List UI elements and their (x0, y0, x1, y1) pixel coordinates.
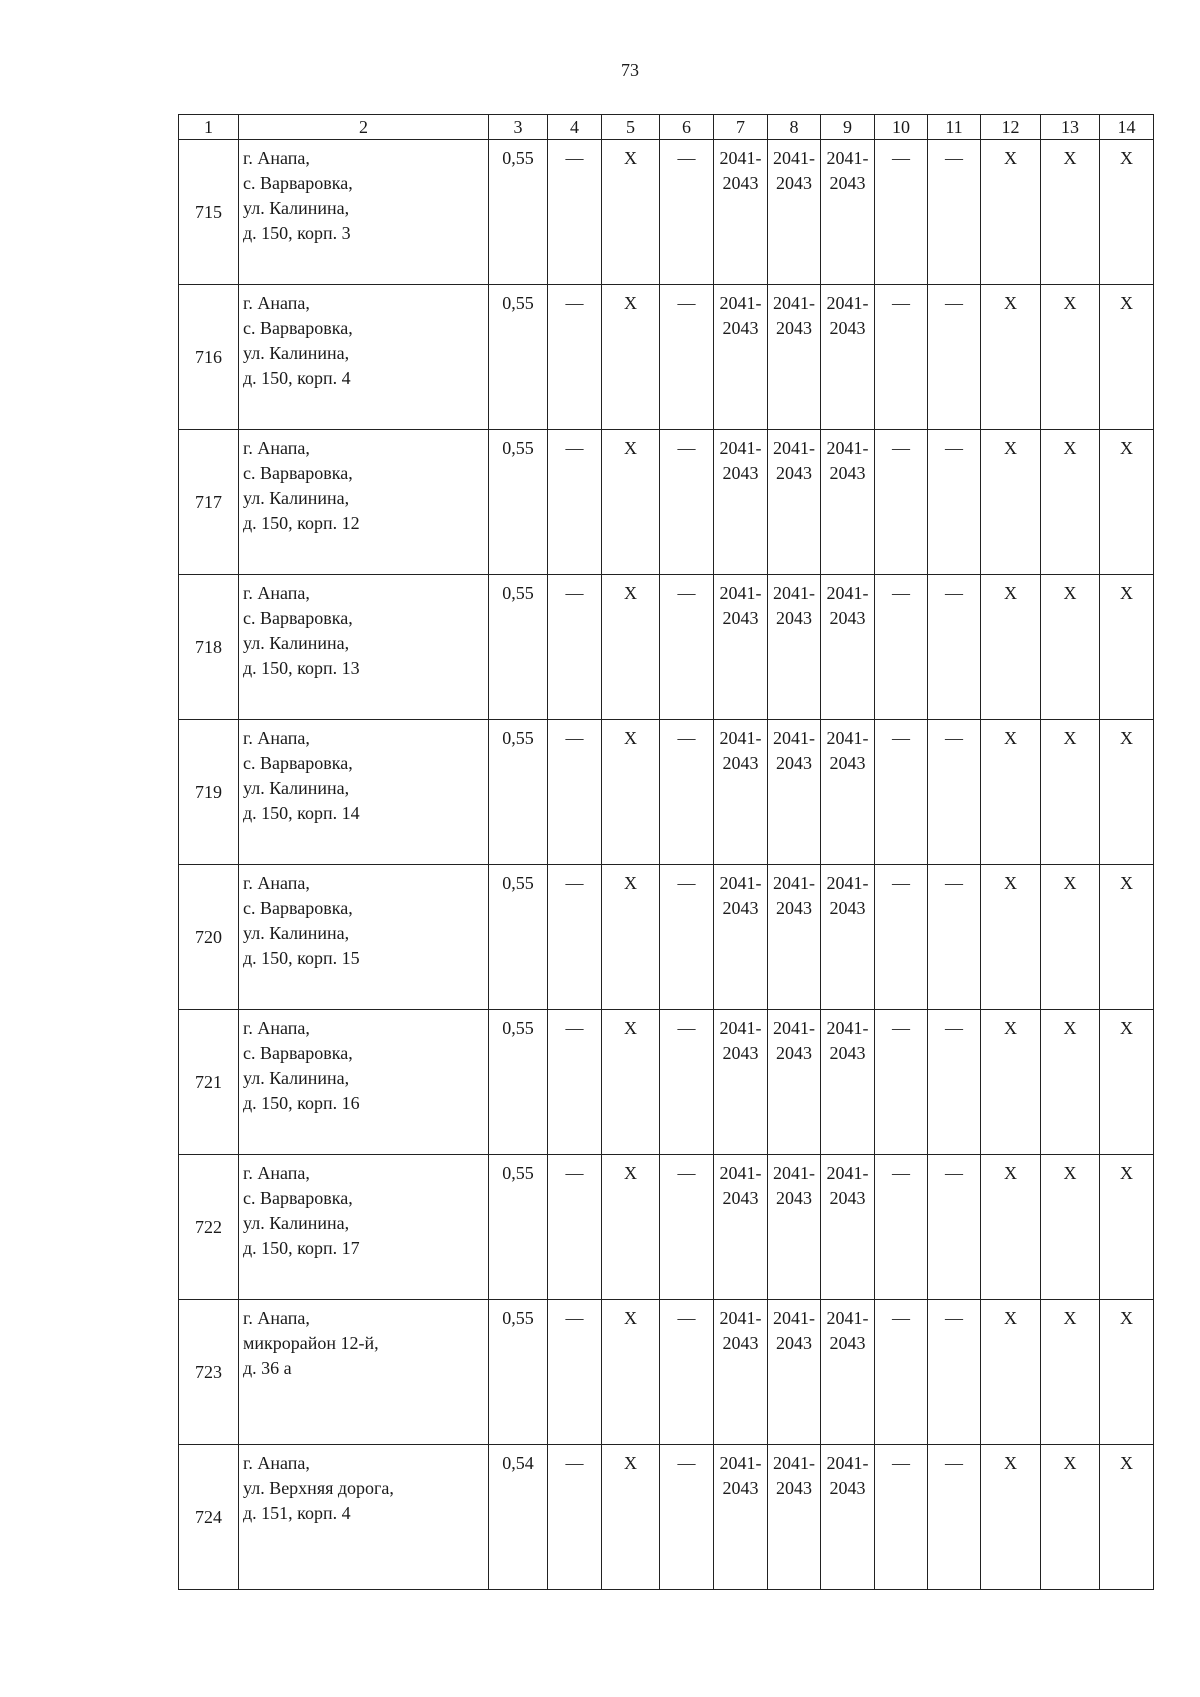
header-row (179, 115, 1154, 140)
cell-col-9-line: 2041- (826, 1163, 869, 1183)
address-cell-line: д. 150, корп. 3 (243, 223, 351, 243)
cell-col-5: Х (602, 1445, 660, 1590)
address-cell-line: ул. Калинина, (243, 198, 350, 218)
address-cell-line: ул. Калинина, (243, 778, 350, 798)
address-cell-line: с. Варваровка, (243, 1043, 353, 1063)
cell-col-13: Х (1041, 865, 1100, 1010)
cell-col-7 (714, 1010, 768, 1155)
column-header-4: 4 (548, 115, 602, 140)
address-cell (239, 140, 489, 285)
page-number: 73 (621, 60, 639, 80)
cell-col-9 (821, 285, 875, 430)
cell-col-6: — (660, 430, 714, 575)
schedule-table (178, 114, 1154, 1590)
cell-col-8-line: 2041- (773, 728, 815, 748)
cell-col-6: — (660, 140, 714, 285)
cell-col-8-line: 2041- (773, 1453, 815, 1473)
row-number: 721 (179, 1010, 239, 1155)
cell-col-9-line: 2043 (829, 753, 866, 773)
column-header-14: 14 (1100, 115, 1154, 140)
cell-col-14: Х (1100, 140, 1154, 285)
table-body (179, 140, 1154, 1590)
column-header-12: 12 (981, 115, 1041, 140)
cell-col-11: — (928, 430, 981, 575)
cell-col-13: Х (1041, 140, 1100, 285)
cell-col-7-line: 2041- (719, 1018, 762, 1038)
cell-col-11: — (928, 1300, 981, 1445)
cell-col-7-line: 2043 (722, 898, 759, 918)
address-cell-line: г. Анапа, (243, 728, 310, 748)
cell-col-7-line: 2041- (719, 1163, 762, 1183)
cell-col-12: Х (981, 285, 1041, 430)
column-header-5: 5 (602, 115, 660, 140)
cell-col-10: — (875, 1445, 928, 1590)
table-row (179, 430, 1154, 575)
cell-col-6: — (660, 1010, 714, 1155)
cell-col-8-line: 2043 (776, 173, 812, 193)
cell-col-11: — (928, 1010, 981, 1155)
cell-col-7-line: 2043 (722, 318, 759, 338)
cell-col-10: — (875, 575, 928, 720)
row-number: 718 (179, 575, 239, 720)
cell-col-9 (821, 1300, 875, 1445)
column-header-8: 8 (768, 115, 821, 140)
cell-col-14: Х (1100, 720, 1154, 865)
address-cell-line: с. Варваровка, (243, 898, 353, 918)
cell-col-5: Х (602, 285, 660, 430)
table-row (179, 140, 1154, 285)
cell-col-5: Х (602, 575, 660, 720)
cell-col-7-line: 2043 (722, 1043, 759, 1063)
cell-col-12: Х (981, 1445, 1041, 1590)
cell-col-12: Х (981, 1300, 1041, 1445)
address-cell (239, 285, 489, 430)
cell-col-9 (821, 1155, 875, 1300)
cell-col-6: — (660, 865, 714, 1010)
address-cell-line: микрорайон 12-й, (243, 1333, 379, 1353)
cell-col-14: Х (1100, 1445, 1154, 1590)
cell-col-5: Х (602, 865, 660, 1010)
address-cell-line: ул. Калинина, (243, 1213, 350, 1233)
column-header-6: 6 (660, 115, 714, 140)
row-number: 719 (179, 720, 239, 865)
cell-col-4: — (548, 1300, 602, 1445)
cell-col-3: 0,55 (489, 1010, 548, 1155)
cell-col-8-line: 2043 (776, 753, 812, 773)
cell-col-4: — (548, 430, 602, 575)
address-cell-line: д. 150, корп. 17 (243, 1238, 360, 1258)
cell-col-13: Х (1041, 1155, 1100, 1300)
table-row (179, 1300, 1154, 1445)
cell-col-8-line: 2043 (776, 318, 812, 338)
cell-col-7 (714, 575, 768, 720)
address-cell (239, 1445, 489, 1590)
cell-col-11: — (928, 865, 981, 1010)
cell-col-3: 0,55 (489, 575, 548, 720)
address-cell-line: ул. Калинина, (243, 343, 350, 363)
cell-col-3: 0,55 (489, 430, 548, 575)
cell-col-8 (768, 1010, 821, 1155)
cell-col-13: Х (1041, 1010, 1100, 1155)
cell-col-5: Х (602, 1010, 660, 1155)
address-cell-line: д. 150, корп. 12 (243, 513, 360, 533)
cell-col-7-line: 2043 (722, 1188, 759, 1208)
cell-col-13: Х (1041, 1300, 1100, 1445)
cell-col-8-line: 2043 (776, 463, 812, 483)
cell-col-12: Х (981, 1155, 1041, 1300)
cell-col-3: 0,55 (489, 140, 548, 285)
cell-col-9 (821, 1010, 875, 1155)
address-cell-line: с. Варваровка, (243, 318, 353, 338)
column-header-1: 1 (179, 115, 239, 140)
address-cell-line: д. 151, корп. 4 (243, 1503, 351, 1523)
column-header-10: 10 (875, 115, 928, 140)
address-cell-line: д. 150, корп. 16 (243, 1093, 360, 1113)
cell-col-8-line: 2043 (776, 1333, 812, 1353)
cell-col-11: — (928, 575, 981, 720)
cell-col-8 (768, 1445, 821, 1590)
cell-col-9-line: 2043 (829, 898, 866, 918)
cell-col-10: — (875, 140, 928, 285)
column-header-11: 11 (928, 115, 981, 140)
address-cell (239, 575, 489, 720)
cell-col-3: 0,55 (489, 865, 548, 1010)
cell-col-7-line: 2041- (719, 148, 762, 168)
cell-col-9 (821, 140, 875, 285)
cell-col-14: Х (1100, 1155, 1154, 1300)
cell-col-7 (714, 430, 768, 575)
cell-col-3: 0,55 (489, 1300, 548, 1445)
row-number: 715 (179, 140, 239, 285)
cell-col-14: Х (1100, 1300, 1154, 1445)
cell-col-7 (714, 1155, 768, 1300)
cell-col-5: Х (602, 430, 660, 575)
cell-col-5: Х (602, 720, 660, 865)
address-cell-line: д. 150, корп. 13 (243, 658, 360, 678)
cell-col-10: — (875, 1010, 928, 1155)
cell-col-8 (768, 430, 821, 575)
cell-col-6: — (660, 720, 714, 865)
address-cell-line: ул. Калинина, (243, 923, 350, 943)
cell-col-8 (768, 1155, 821, 1300)
cell-col-9-line: 2041- (826, 873, 869, 893)
cell-col-9-line: 2041- (826, 148, 869, 168)
cell-col-8 (768, 865, 821, 1010)
cell-col-9-line: 2043 (829, 1333, 866, 1353)
cell-col-9-line: 2043 (829, 608, 866, 628)
cell-col-9 (821, 1445, 875, 1590)
cell-col-7-line: 2041- (719, 728, 762, 748)
cell-col-7-line: 2043 (722, 1478, 759, 1498)
table-row (179, 865, 1154, 1010)
address-cell-line: г. Анапа, (243, 438, 310, 458)
address-cell (239, 1300, 489, 1445)
cell-col-5: Х (602, 140, 660, 285)
cell-col-10: — (875, 285, 928, 430)
cell-col-6: — (660, 1155, 714, 1300)
table-row (179, 575, 1154, 720)
address-cell-line: с. Варваровка, (243, 608, 353, 628)
cell-col-12: Х (981, 865, 1041, 1010)
row-number: 722 (179, 1155, 239, 1300)
cell-col-14: Х (1100, 285, 1154, 430)
cell-col-4: — (548, 1010, 602, 1155)
column-header-13: 13 (1041, 115, 1100, 140)
cell-col-8-line: 2043 (776, 608, 812, 628)
cell-col-7-line: 2041- (719, 1308, 762, 1328)
cell-col-7-line: 2041- (719, 873, 762, 893)
table-row (179, 1010, 1154, 1155)
cell-col-10: — (875, 1155, 928, 1300)
cell-col-8-line: 2043 (776, 1188, 812, 1208)
address-cell-line: д. 150, корп. 14 (243, 803, 360, 823)
cell-col-9 (821, 430, 875, 575)
cell-col-8-line: 2041- (773, 148, 815, 168)
cell-col-13: Х (1041, 430, 1100, 575)
cell-col-6: — (660, 285, 714, 430)
row-number: 724 (179, 1445, 239, 1590)
cell-col-3: 0,54 (489, 1445, 548, 1590)
cell-col-4: — (548, 720, 602, 865)
cell-col-7 (714, 140, 768, 285)
cell-col-8-line: 2041- (773, 438, 815, 458)
column-header-9: 9 (821, 115, 875, 140)
table-row (179, 1445, 1154, 1590)
cell-col-12: Х (981, 140, 1041, 285)
cell-col-10: — (875, 720, 928, 865)
cell-col-12: Х (981, 430, 1041, 575)
cell-col-6: — (660, 1300, 714, 1445)
cell-col-10: — (875, 865, 928, 1010)
table-row (179, 720, 1154, 865)
cell-col-9-line: 2041- (826, 1018, 869, 1038)
cell-col-13: Х (1041, 575, 1100, 720)
cell-col-9-line: 2043 (829, 463, 866, 483)
address-cell-line: с. Варваровка, (243, 1188, 353, 1208)
address-cell-line: с. Варваровка, (243, 173, 353, 193)
cell-col-10: — (875, 430, 928, 575)
address-cell-line: д. 150, корп. 15 (243, 948, 360, 968)
table-row (179, 285, 1154, 430)
cell-col-12: Х (981, 575, 1041, 720)
cell-col-7 (714, 1300, 768, 1445)
cell-col-10: — (875, 1300, 928, 1445)
cell-col-13: Х (1041, 720, 1100, 865)
cell-col-9 (821, 575, 875, 720)
cell-col-9-line: 2041- (826, 583, 869, 603)
cell-col-9-line: 2041- (826, 728, 869, 748)
cell-col-4: — (548, 865, 602, 1010)
cell-col-7-line: 2043 (722, 173, 759, 193)
cell-col-8 (768, 720, 821, 865)
cell-col-7-line: 2041- (719, 438, 762, 458)
cell-col-8 (768, 285, 821, 430)
cell-col-4: — (548, 1155, 602, 1300)
address-cell-line: г. Анапа, (243, 1018, 310, 1038)
address-cell-line: г. Анапа, (243, 1163, 310, 1183)
address-cell-line: ул. Верхняя дорога, (243, 1478, 394, 1498)
address-cell-line: ул. Калинина, (243, 1068, 350, 1088)
cell-col-7-line: 2041- (719, 1453, 762, 1473)
row-number: 717 (179, 430, 239, 575)
address-cell-line: с. Варваровка, (243, 753, 353, 773)
cell-col-3: 0,55 (489, 285, 548, 430)
row-number: 716 (179, 285, 239, 430)
row-number: 720 (179, 865, 239, 1010)
cell-col-7 (714, 720, 768, 865)
address-cell-line: г. Анапа, (243, 873, 310, 893)
cell-col-9-line: 2043 (829, 1043, 866, 1063)
cell-col-9-line: 2041- (826, 438, 869, 458)
cell-col-8-line: 2041- (773, 1163, 815, 1183)
cell-col-8-line: 2041- (773, 873, 815, 893)
cell-col-9 (821, 865, 875, 1010)
cell-col-7 (714, 1445, 768, 1590)
cell-col-9 (821, 720, 875, 865)
address-cell-line: с. Варваровка, (243, 463, 353, 483)
address-cell-line: г. Анапа, (243, 148, 310, 168)
cell-col-9-line: 2041- (826, 1308, 869, 1328)
cell-col-11: — (928, 285, 981, 430)
address-cell (239, 1010, 489, 1155)
cell-col-11: — (928, 1445, 981, 1590)
column-header-3: 3 (489, 115, 548, 140)
cell-col-9-line: 2043 (829, 173, 866, 193)
cell-col-12: Х (981, 720, 1041, 865)
address-cell-line: ул. Калинина, (243, 488, 350, 508)
column-header-7: 7 (714, 115, 768, 140)
address-cell-line: г. Анапа, (243, 293, 310, 313)
cell-col-13: Х (1041, 285, 1100, 430)
cell-col-8-line: 2043 (776, 1478, 812, 1498)
cell-col-8-line: 2041- (773, 293, 815, 313)
cell-col-9-line: 2043 (829, 1188, 866, 1208)
address-cell (239, 1155, 489, 1300)
cell-col-3: 0,55 (489, 720, 548, 865)
cell-col-4: — (548, 140, 602, 285)
column-header-2: 2 (239, 115, 489, 140)
cell-col-8 (768, 1300, 821, 1445)
cell-col-9-line: 2043 (829, 318, 866, 338)
cell-col-11: — (928, 1155, 981, 1300)
address-cell-line: г. Анапа, (243, 583, 310, 603)
cell-col-3: 0,55 (489, 1155, 548, 1300)
cell-col-4: — (548, 285, 602, 430)
address-cell-line: г. Анапа, (243, 1308, 310, 1328)
address-cell-line: ул. Калинина, (243, 633, 350, 653)
cell-col-9-line: 2043 (829, 1478, 866, 1498)
cell-col-8 (768, 575, 821, 720)
cell-col-8-line: 2043 (776, 898, 812, 918)
cell-col-11: — (928, 140, 981, 285)
cell-col-6: — (660, 575, 714, 720)
cell-col-5: Х (602, 1155, 660, 1300)
cell-col-8-line: 2041- (773, 1018, 815, 1038)
cell-col-14: Х (1100, 575, 1154, 720)
cell-col-7-line: 2041- (719, 293, 762, 313)
cell-col-7-line: 2043 (722, 608, 759, 628)
cell-col-13: Х (1041, 1445, 1100, 1590)
cell-col-4: — (548, 575, 602, 720)
cell-col-14: Х (1100, 1010, 1154, 1155)
address-cell-line: д. 36 а (243, 1358, 292, 1378)
address-cell (239, 430, 489, 575)
cell-col-6: — (660, 1445, 714, 1590)
cell-col-4: — (548, 1445, 602, 1590)
cell-col-7-line: 2043 (722, 753, 759, 773)
cell-col-8-line: 2041- (773, 583, 815, 603)
cell-col-7 (714, 285, 768, 430)
table-row (179, 1155, 1154, 1300)
cell-col-7-line: 2043 (722, 463, 759, 483)
cell-col-8-line: 2041- (773, 1308, 815, 1328)
cell-col-7-line: 2043 (722, 1333, 759, 1353)
cell-col-11: — (928, 720, 981, 865)
cell-col-5: Х (602, 1300, 660, 1445)
cell-col-8 (768, 140, 821, 285)
cell-col-9-line: 2041- (826, 293, 869, 313)
cell-col-9-line: 2041- (826, 1453, 869, 1473)
cell-col-7-line: 2041- (719, 583, 762, 603)
address-cell-line: г. Анапа, (243, 1453, 310, 1473)
cell-col-8-line: 2043 (776, 1043, 812, 1063)
cell-col-14: Х (1100, 865, 1154, 1010)
address-cell-line: д. 150, корп. 4 (243, 368, 351, 388)
address-cell (239, 720, 489, 865)
row-number: 723 (179, 1300, 239, 1445)
cell-col-14: Х (1100, 430, 1154, 575)
cell-col-7 (714, 865, 768, 1010)
cell-col-12: Х (981, 1010, 1041, 1155)
address-cell (239, 865, 489, 1010)
